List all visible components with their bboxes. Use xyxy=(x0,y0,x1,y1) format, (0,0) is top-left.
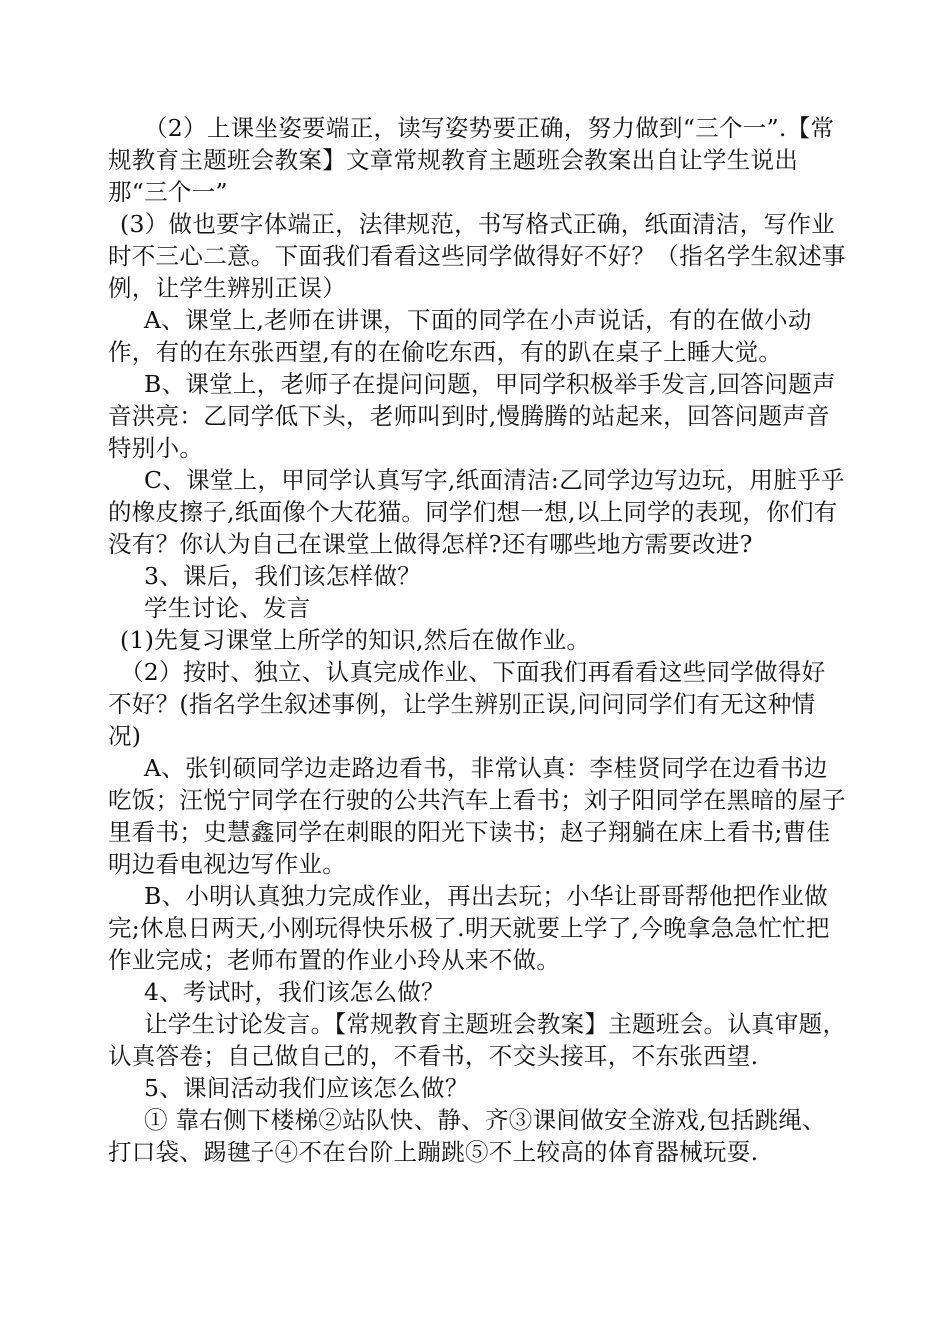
heading-after-class: 3、课后，我们该怎样做？ xyxy=(144,562,422,590)
heading-exam: 4、考试时，我们该怎么做？ xyxy=(144,978,445,1006)
paragraph-handwriting: (3）做也要字体端正，法律规范，书写格式正确，纸面清洁，写作业时不三心二意。下面我们看看这些同学做得好不好？（指名学生叙述事例，让学生辨别正误） xyxy=(108,210,846,302)
paragraph-sitting-posture: （2）上课坐姿要端正，读写姿势要正确，努力做到“三个一”.【常规教育主题班会教案】文章常规教育主题班会教案出自让学生说出那“三个一” xyxy=(108,114,835,206)
paragraph-homework-example-b: B、小明认真独力完成作业，再出去玩；小华让哥哥帮他把作业做完;休息日两天,小刚玩得快乐极了.明天就要上学了,今晚拿急急忙忙把作业完成；老师布置的作业小玲从来不做。 xyxy=(108,882,830,974)
paragraph-example-a: A、课堂上,老师在讲课，下面的同学在小声说话，有的在做小动作，有的在东张西望,有的在偷吃东西，有的趴在桌子上睡大觉。 xyxy=(108,306,812,366)
document-page xyxy=(108,112,848,1168)
paragraph-example-b: B、课堂上，老师子在提问问题，甲同学积极举手发言,回答问题声音洪亮：乙同学低下头，老师叫到时,慢腾腾的站起来，回答问题声音特别小。 xyxy=(108,370,836,462)
paragraph-discussion: 学生讨论、发言 xyxy=(144,594,311,622)
paragraph-review-first: (1)先复习课堂上所学的知识,然后在做作业。 xyxy=(120,626,591,654)
heading-break-activity: 5、课间活动我们应该怎么做？ xyxy=(144,1074,469,1102)
paragraph-homework: （2）按时、独立、认真完成作业、下面我们再看看这些同学做得好不好？(指名学生叙述事例，让学生辨别正误,问问同学们有无这种情况) xyxy=(108,658,826,750)
paragraph-homework-example-a: A、张钊硕同学边走路边看书，非常认真：李桂贤同学在边看书边吃饭；汪悦宁同学在行驶的公共汽车上看书；刘子阳同学在黑暗的屋子里看书；史慧鑫同学在刺眼的阳光下读书；赵子翔躺在床上看书;曹佳明边看电视边写作业。 xyxy=(108,754,846,878)
paragraph-example-c: C、课堂上，甲同学认真写字,纸面清洁:乙同学边写边玩，用脏乎乎的橡皮擦子,纸面像个大花猫。同学们想一想,以上同学的表现，你们有没有？你认为自己在课堂上做得怎样?还有哪些地方需要改进? xyxy=(108,466,845,558)
paragraph-break-rules: ① 靠右侧下楼梯②站队快、静、齐③课间做安全游戏,包括跳绳、打口袋、踢毽子④不在台阶上蹦跳⑤不上较高的体育器械玩耍. xyxy=(108,1106,826,1166)
paragraph-exam-discussion: 让学生讨论发言。【常规教育主题班会教案】主题班会。认真审题，认真答卷；自己做自己的，不看书，不交头接耳，不东张西望. xyxy=(108,1010,847,1070)
